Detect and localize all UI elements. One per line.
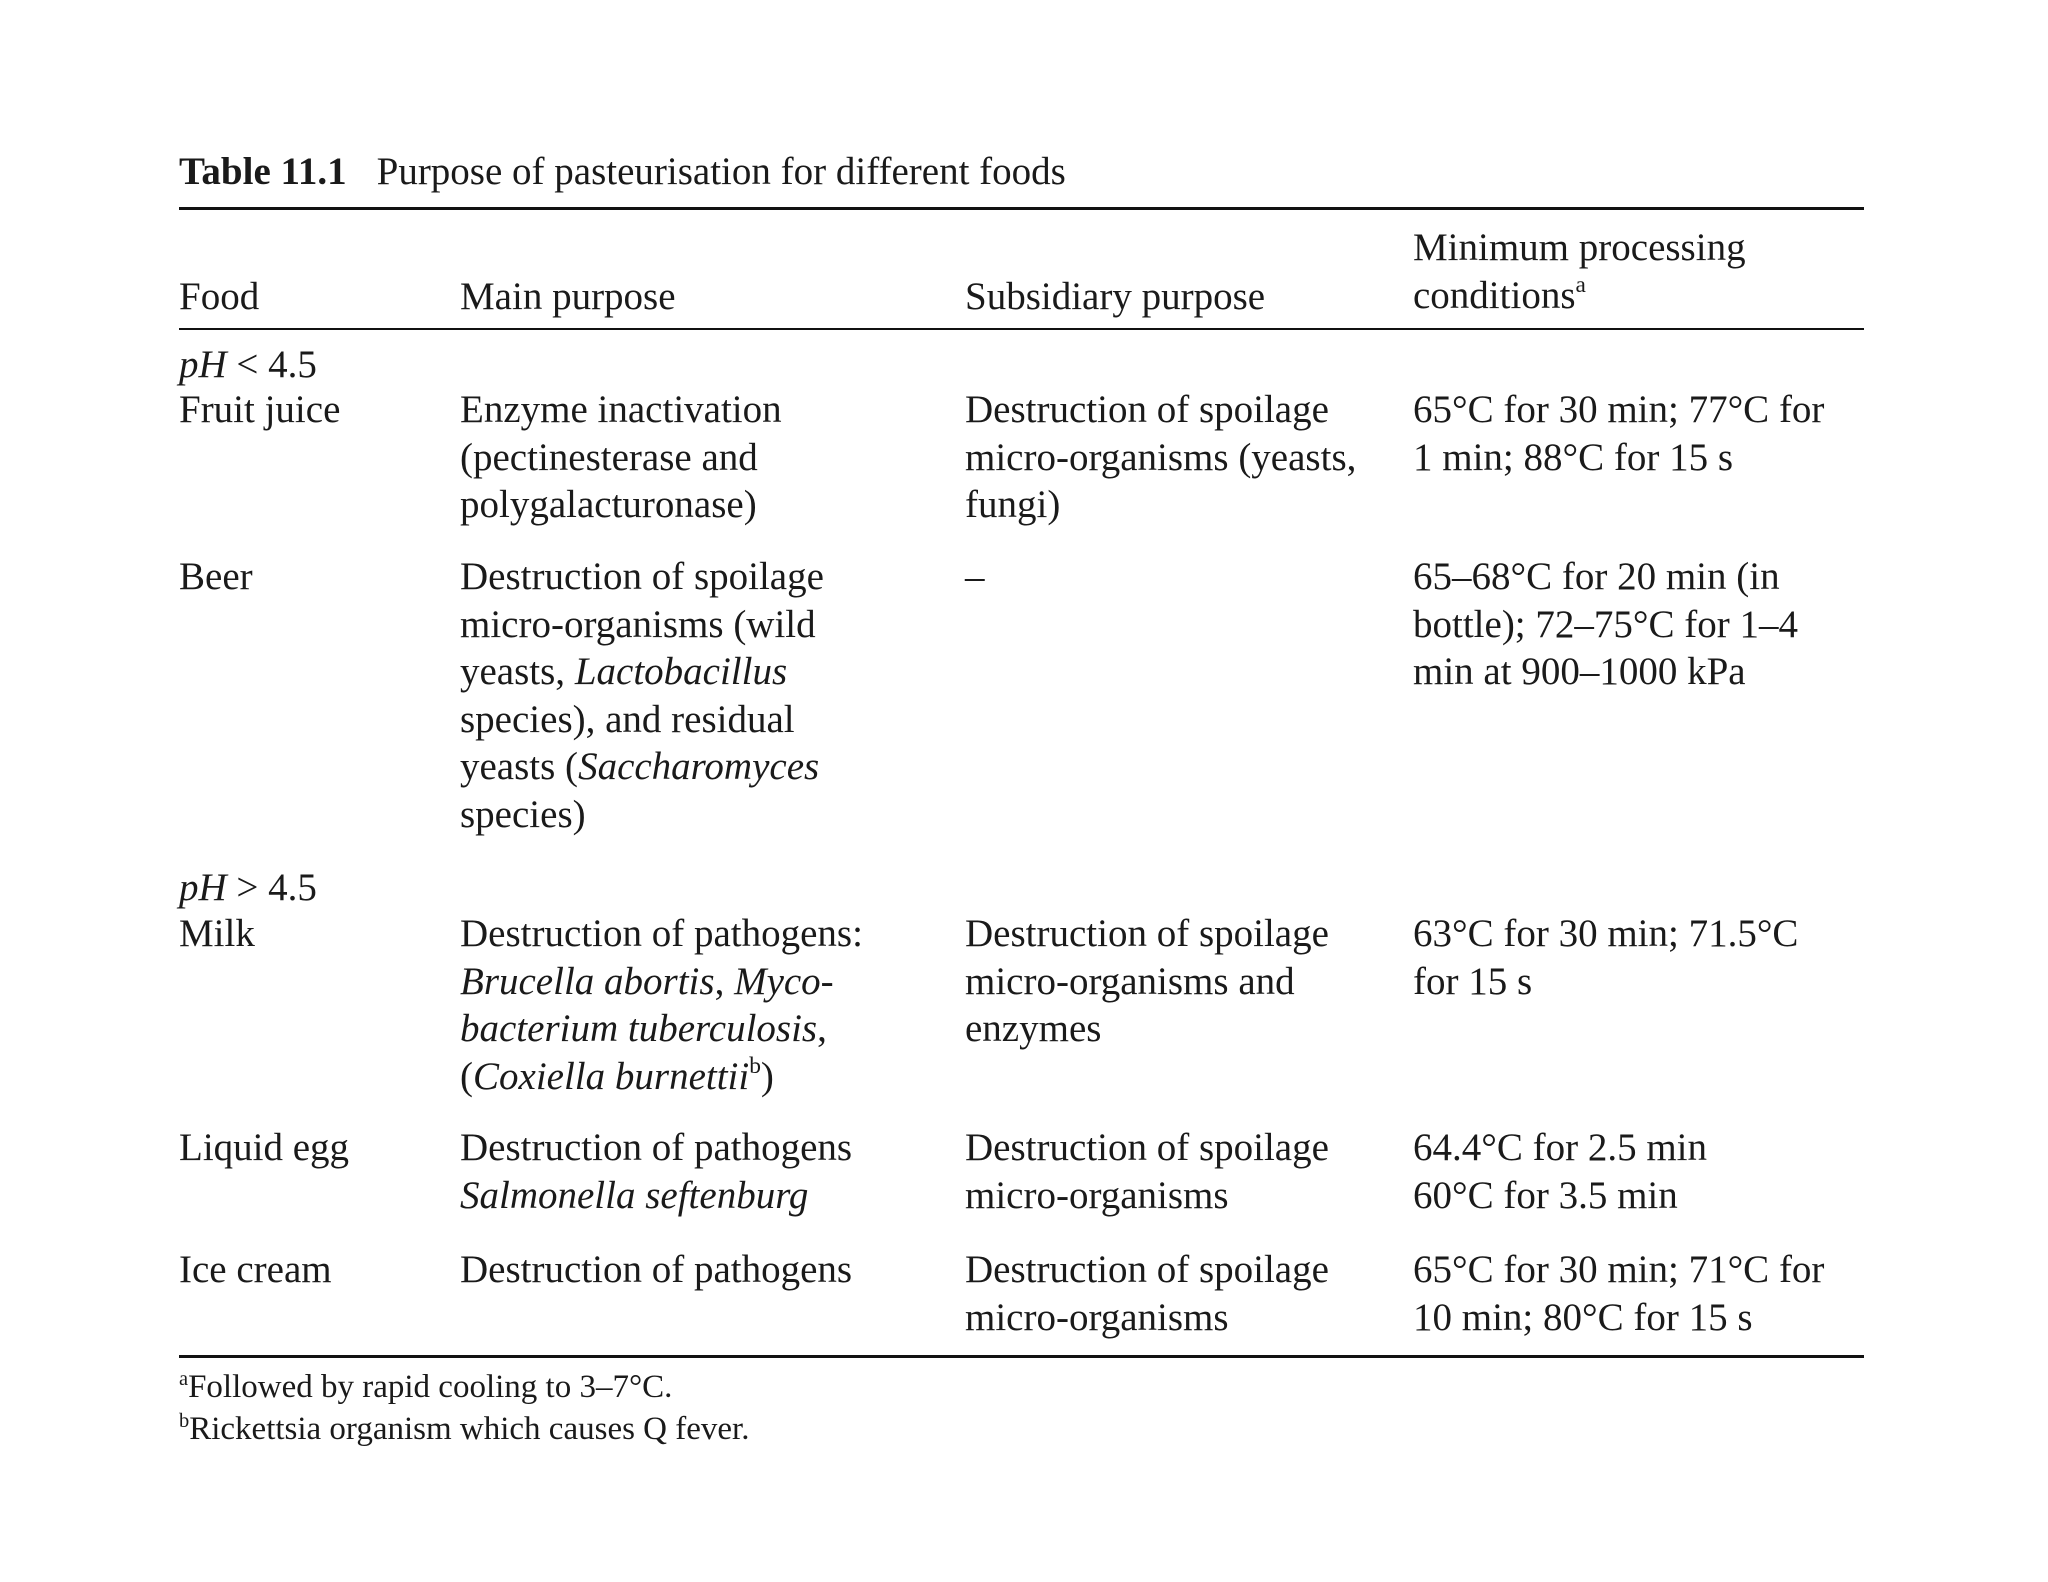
header-food: Food (179, 275, 260, 318)
header-conditions-text: Minimum processing conditions (1413, 226, 1746, 317)
footnote-marker: b (179, 1410, 190, 1432)
text-span: yeasts ( (460, 745, 579, 788)
footnote-text: Followed by rapid cooling to 3–7°C. (188, 1369, 673, 1405)
footnote-ref-b: b (749, 1052, 761, 1079)
row-beer-conditions (1413, 553, 1868, 696)
footnote-marker: a (179, 1368, 189, 1390)
text-line: 1 min; 88°C for 15 s (1413, 435, 1734, 479)
table-title: Purpose of pasteurisation for different foods (376, 150, 1066, 193)
row-liquid-egg-main (460, 1124, 930, 1219)
text-span: , (817, 1007, 827, 1050)
group-ph-value: < 4.5 (226, 343, 317, 386)
text-line: micro-organisms and (965, 959, 1295, 1003)
row-fruit-juice-subsidiary (965, 386, 1405, 529)
text-line: Destruction of spoilage (965, 1248, 1329, 1291)
text-line (460, 1005, 930, 1053)
row-ice-cream-subsidiary (965, 1246, 1405, 1341)
text-line: 65–68°C for 20 min (in (1413, 555, 1780, 598)
text-line: – (965, 555, 985, 598)
organism-name: Myco- (734, 959, 834, 1003)
text-line: Destruction of pathogens: (460, 912, 863, 955)
organism-name: Brucella abortis (460, 959, 715, 1003)
group-ph-value: > 4.5 (226, 866, 317, 909)
text-line: species) (460, 792, 586, 836)
text-line: 64.4°C for 2.5 min (1413, 1126, 1708, 1169)
text-line: Destruction of spoilage (965, 912, 1329, 955)
text-line: 10 min; 80°C for 15 s (1413, 1295, 1753, 1339)
text-span: , (714, 959, 735, 1003)
text-line: enzymes (965, 1007, 1102, 1050)
footnote-b (179, 1408, 749, 1450)
table-label: Table 11.1 (179, 150, 347, 193)
row-liquid-egg-conditions (1413, 1124, 1868, 1219)
text-line: polygalacturonase) (460, 483, 757, 526)
text-line: (pectinesterase and (460, 435, 758, 479)
text-span: ( (460, 1054, 473, 1098)
row-ice-cream-food: Ice cream (179, 1248, 332, 1291)
table-bottom-rule (179, 1355, 1864, 1358)
row-beer-main (460, 553, 930, 838)
text-line: species), and residual (460, 697, 795, 741)
text-line: micro-organisms (wild (460, 602, 816, 646)
table-top-rule (179, 207, 1864, 210)
text-line (460, 958, 930, 1006)
text-line: Enzyme inactivation (460, 388, 782, 431)
row-milk-food: Milk (179, 912, 255, 955)
organism-name: Salmonella seftenburg (460, 1173, 809, 1217)
row-beer-food: Beer (179, 555, 253, 598)
text-line: Destruction of pathogens (460, 1126, 853, 1169)
row-milk-main (460, 910, 930, 1100)
text-line: 65°C for 30 min; 77°C for (1413, 388, 1825, 431)
header-conditions (1413, 224, 1868, 319)
header-subsidiary-purpose: Subsidiary purpose (965, 275, 1266, 318)
text-line: for 15 s (1413, 959, 1533, 1003)
text-line: fungi) (965, 483, 1061, 526)
row-fruit-juice-conditions (1413, 386, 1868, 481)
text-span: yeasts, (460, 650, 575, 693)
text-line: bottle); 72–75°C for 1–4 (1413, 602, 1798, 646)
group-ph-symbol: pH (179, 866, 227, 909)
organism-name: Coxiella burnettii (473, 1054, 750, 1098)
row-ice-cream-conditions (1413, 1246, 1868, 1341)
text-line: Destruction of spoilage (460, 555, 824, 598)
row-milk-conditions (1413, 910, 1868, 1005)
text-line: micro-organisms (965, 1295, 1229, 1339)
organism-name: bacterium tuberculosis (460, 1007, 818, 1050)
text-line: 63°C for 30 min; 71.5°C (1413, 912, 1799, 955)
text-line: 65°C for 30 min; 71°C for (1413, 1248, 1825, 1291)
text-line: micro-organisms (965, 1173, 1229, 1217)
table-header-rule (179, 328, 1864, 330)
text-span: ) (760, 1054, 774, 1098)
footnote-ref-a: a (1575, 271, 1586, 298)
text-line (460, 1053, 930, 1101)
row-beer-subsidiary (965, 553, 1405, 601)
row-liquid-egg-food: Liquid egg (179, 1126, 350, 1169)
group-heading-low-acid (179, 864, 317, 911)
row-fruit-juice-main (460, 386, 930, 529)
footnote-a (179, 1366, 672, 1408)
text-line (460, 648, 930, 696)
organism-name: Saccharomyces (578, 745, 820, 788)
group-ph-symbol: pH (179, 343, 227, 386)
text-line: micro-organisms (yeasts, (965, 435, 1357, 479)
text-line: 60°C for 3.5 min (1413, 1173, 1678, 1217)
group-heading-acid (179, 341, 317, 388)
table-caption (179, 148, 1066, 196)
organism-name: Lactobacillus (574, 650, 788, 693)
text-line: min at 900–1000 kPa (1413, 650, 1746, 693)
row-ice-cream-main (460, 1246, 930, 1294)
text-line: Destruction of pathogens (460, 1248, 853, 1291)
row-liquid-egg-subsidiary (965, 1124, 1405, 1219)
row-milk-subsidiary (965, 910, 1405, 1053)
row-fruit-juice-food: Fruit juice (179, 388, 341, 431)
text-line: Destruction of spoilage (965, 1126, 1329, 1169)
text-line (460, 743, 930, 791)
text-line: Destruction of spoilage (965, 388, 1329, 431)
footnote-text: Rickettsia organism which causes Q fever. (189, 1411, 750, 1447)
header-main-purpose: Main purpose (460, 275, 676, 318)
